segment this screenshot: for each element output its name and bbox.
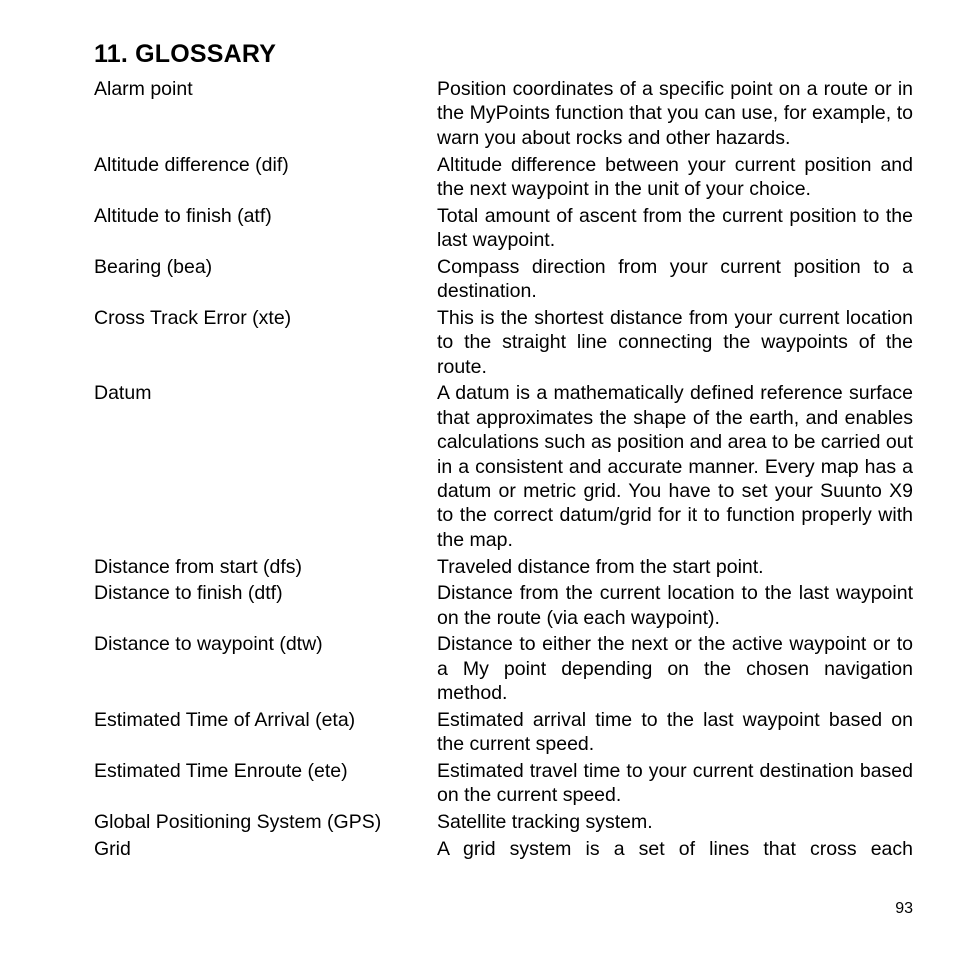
glossary-definition: Altitude difference between your current position and the next waypoint in the unit of your choice.: [437, 153, 913, 200]
glossary-term: Datum: [94, 382, 152, 405]
glossary-term: Alarm point: [94, 78, 193, 100]
glossary-term: Grid: [94, 837, 131, 860]
glossary-entry: [94, 153, 914, 202]
glossary-definition: Position coordinates of a specific point on a route or in the MyPoints function that you can use, for example, to warn you about rocks and other hazards.: [437, 78, 913, 149]
glossary-entry: [94, 306, 914, 379]
glossary-page: [94, 38, 914, 863]
glossary-entry: [94, 204, 914, 253]
glossary-definition: Estimated travel time to your current destination based on the current speed.: [437, 759, 913, 807]
glossary-definition: A datum is a mathematically defined reference surface that approximates the shape of the earth, and enables calculations such as position and area to be carried out in a consistent and accurate manner. Every map has a datum or metric grid. You have to set your Suunto X9 to the correct datum/grid for it to function properly with the map.: [437, 382, 913, 551]
glossary-term: Estimated Time of Arrival (eta): [94, 708, 356, 731]
glossary-term: Global Positioning System (GPS): [94, 811, 382, 834]
glossary-entry: [94, 555, 914, 579]
glossary-term: Distance to waypoint (dtw): [94, 633, 323, 656]
glossary-entry: [94, 759, 914, 808]
glossary-definition: Estimated arrival time to the last waypoint based on the current speed.: [437, 708, 913, 756]
glossary-definition: Total amount of ascent from the current position to the last waypoint.: [437, 204, 913, 252]
glossary-definition: A grid system is a set of lines that cross each: [437, 837, 913, 860]
glossary-entry: [94, 837, 914, 861]
glossary-entry: [94, 77, 914, 150]
glossary-term: Distance from start (dfs): [94, 555, 303, 578]
page-title: 11. GLOSSARY: [94, 40, 277, 68]
glossary-entry: [94, 632, 914, 705]
glossary-term: Altitude to finish (atf): [94, 204, 272, 227]
glossary-definition: Compass direction from your current position to a destination.: [437, 255, 913, 303]
glossary-definition: Traveled distance from the start point.: [437, 555, 764, 578]
glossary-term: Distance to finish (dtf): [94, 582, 283, 605]
glossary-entry: [94, 381, 914, 552]
glossary-definition: Distance from the current location to the last waypoint on the route (via each waypoint).: [437, 582, 913, 629]
glossary-entry: [94, 810, 914, 834]
glossary-entry: [94, 581, 914, 630]
glossary-term: Bearing (bea): [94, 255, 213, 278]
glossary-term: Altitude difference (dif): [94, 153, 289, 176]
glossary-term: Cross Track Error (xte): [94, 306, 292, 329]
glossary-term: Estimated Time Enroute (ete): [94, 759, 348, 782]
glossary-definition: Satellite tracking system.: [437, 811, 653, 834]
glossary-entry: [94, 708, 914, 757]
glossary-entry: [94, 255, 914, 304]
glossary-definition: Distance to either the next or the active waypoint or to a My point depending on the chosen navigation method.: [437, 633, 913, 705]
page-number: 93: [895, 900, 913, 917]
glossary-definition: This is the shortest distance from your current location to the straight line connecting the waypoints of the route.: [437, 306, 913, 378]
